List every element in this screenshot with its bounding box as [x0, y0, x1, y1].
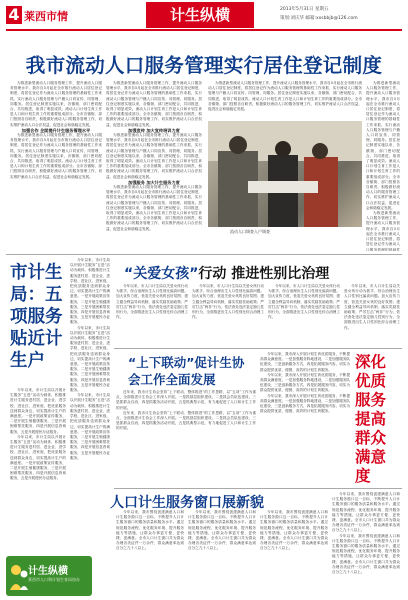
article2-quote-open: “ — [124, 266, 134, 282]
lead-body-1: 为推进新型流动人口服务管理工作，提升流动人口服务管理水平，我市自5月起在全市推行流动人口居住登记制度，将居住登记作为流动人口服务管理的基础性工作来抓，实行流动人口服务管理与户籍人口同宣传、同管理、同服务。居住登记制度实施以来，各镇街、部门密切配合，共同推进，取得了明显成效。流动人口计划生育工作是人口和计划生育工作的重要组成部分。全市各镇街、部门按照各自职责，积极做好流动人口的服务管理工作，切实维护流动人口合法权益，促进社会和谐稳定发展。 — [10, 81, 102, 127]
lead-body-1b: 为推进新型流动人口服务管理工作，提升流动人口服务管理水平，我市自5月起在全市推行流动人口居住登记制度，将居住登记作为流动人口服务管理的基础性工作来抓，实行流动人口服务管理与户籍人口同宣传、同管理、同服务。居住登记制度实施以来，各镇街、部门密切配合，共同推进，取得了明显成效。流动人口计划生育工作是人口和计划生育工作的重要组成部分。全市各镇街、部门按照各自职责，积极做好流动人口的服务管理工作，切实维护流动人口合法权益，促进社会和谐稳定发展。 — [10, 133, 102, 179]
left-column-body — [70, 258, 110, 550]
right-body-1: 今年以来，我市深入开展计划生育优质服务，不断提高群众满意度。一是加强服务阵地建设，二是加强服务队伍建设，三是创新服务方式，四是拓展服务内容，切实为群众提供优质、便捷、高效的计划生育服务。 — [260, 352, 350, 372]
lead-column-3 — [208, 81, 362, 119]
bottom-body-3: 今年以来，我市围绕创建满意人口和计生服务窗口这一目标，不断提升人口计生服务窗口的服务质量和服务水平。通过规范服务流程、优化服务环境、提升服务能力等措施，让群众办事更方便、更快捷、更满意。全市人口计生窗口共为群众办理各类证件一万余件，群众满意率达到百分之九十八以上。 — [260, 510, 328, 551]
article2-col-3 — [268, 284, 340, 346]
article3-body-1b: 近年来，我市计生协会坚持“上下联动、整体推进”的工作思路，以“五项”工作为重点，全面推进计生协会工作深入开展。一是抓基层组织建设，二是抓会员队伍建设，三是抓群众自治，四是抓服务活动开展，五是抓典型示范，有力地促进了人口和计生工作的开展。 — [116, 410, 256, 431]
logo-title: 计生纵横 — [28, 566, 68, 577]
left-body-4: 今年以来，市计生局以开展计生服务“五进”活动为载体，积极推进计生服务进村居、进企业、进学校、进社区、进家庭，把优质服务送到群众身边，切实提高计生户的满意度。一是开展政策宣传服务，二是开展生殖健康服务，三是开展困难帮扶服务，四是开展信息咨询服务，五是开展便民办证服务。 — [10, 388, 66, 434]
right-vertical-title: 深化优质服务提高群众满意度 — [355, 353, 387, 485]
article3-col-1 — [116, 390, 256, 486]
article2-col-2 — [192, 284, 264, 346]
article2-body-1: 今年以来，市人口计生局以关爱女孩行动为抓手，综合治理出生人口性别比偏高问题。加大宣传力度，营造关爱女孩的良好氛围；建立健全利益导向机制，落实奖励扶助政策；严厉打击“两非”行为，依法查处违法鉴定胎儿性别行为，全面推进出生人口性别比综合治理工作。 — [116, 284, 188, 320]
bottom-body-4: 今年以来，我市围绕创建满意人口和计生服务窗口这一目标，不断提升人口计生服务窗口的服务质量和服务水平。通过规范服务流程、优化服务环境、提升服务能力等措施，让群众办事更方便、更快捷、更满意。全市人口计生窗口共为群众办理各类证件一万余件，群众满意率达到百分之九十八以上。 — [332, 492, 400, 533]
left-column-body-lower — [10, 388, 66, 552]
bottom-body-4b: 今年以来，我市围绕创建满意人口和计生服务窗口这一目标，不断提升人口计生服务窗口的服务质量和服务水平。通过规范服务流程、优化服务环境、提升服务能力等措施，让群众办事更方便、更快捷、更满意。全市人口计生窗口共为群众办理各类证件一万余件，群众满意率达到百分之九十八以上。 — [332, 533, 400, 575]
left-body-3: 今年以来，市计生局以开展计生服务“五进”活动为载体，积极推进计生服务进村居、进企业、进学校、进社区、进家庭，把优质服务送到群众身边，切实提高计生户的满意度。一是开展政策宣传服务，二是开展生殖健康服务，三是开展困难帮扶服务，四是开展信息咨询服务，五是开展便民办证服务。 — [70, 393, 110, 460]
article2-col-1 — [116, 284, 188, 346]
article2-body-2: 今年以来，市人口计生局以关爱女孩行动为抓手，综合治理出生人口性别比偏高问题。加大宣传力度，营造关爱女孩的良好氛围；建立健全利益导向机制，落实奖励扶助政策；严厉打击“两非”行为，依法查处违法鉴定胎儿性别行为，全面推进出生人口性别比综合治理工作。 — [192, 284, 264, 320]
bottom-body-2: 今年以来，我市围绕创建满意人口和计生服务窗口这一目标，不断提升人口计生服务窗口的服务质量和服务水平。通过规范服务流程、优化服务环境、提升服务能力等措施，让群众办事更方便、更快捷、更满意。全市人口计生窗口共为群众办理各类证件一万余件，群众满意率达到百分之九十八以上。 — [188, 510, 256, 551]
bottom-col-4 — [332, 492, 400, 596]
bottom-col-3 — [260, 510, 328, 596]
editor-line: 策划:刘庆华 邮箱:xxsbbjb@126.com — [280, 16, 358, 21]
lead-body-4: 为推进新型流动人口服务管理工作，提升流动人口服务管理水平，我市自5月起在全市推行流动人口居住登记制度，将居住登记作为流动人口服务管理的基础性工作来抓，实行流动人口服务管理与户籍人口同宣传、同管理、同服务。居住登记制度实施以来，各镇街、部门密切配合，共同推进，取得了明显成效。流动人口计划生育工作是人口和计划生育工作的重要组成部分。全市各镇街、部门按照各自职责，积极做好流动人口的服务管理工作，切实维护流动人口合法权益，促进社会和谐稳定发展。 — [366, 81, 400, 210]
lead-subhead-1: 加强合作 全面提升计生服务管理水平 — [21, 127, 91, 133]
right-column-body — [260, 352, 350, 486]
left-body-1: 今年以来，市计生局以开展计生服务“五进”活动为载体，积极推进计生服务进村居、进企业、进学校、进社区、进家庭，把优质服务送到群众身边，切实提高计生户的满意度。一是开展政策宣传服务，二是开展生殖健康服务，三是开展困难帮扶服务，四是开展信息咨询服务，五是开展便民办证服务。 — [70, 258, 110, 325]
right-body-2: 今年以来，我市深入开展计划生育优质服务，不断提高群众满意度。一是加强服务阵地建设，二是加强服务队伍建设，三是创新服务方式，四是拓展服务内容，切实为群众提供优质、便捷、高效的计划生育服务。 — [260, 372, 350, 393]
lead-subhead-3: 加强服务 加大计生服务力度 — [128, 179, 180, 185]
bottom-headline: 人口计生服务窗口展新貌 — [110, 495, 264, 511]
left-body-2: 今年以来，市计生局以开展计生服务“五进”活动为载体，积极推进计生服务进村居、进企业、进学校、进社区、进家庭，把优质服务送到群众身边，切实提高计生户的满意度。一是开展政策宣传服务，二是开展生殖健康服务，三是开展困难帮扶服务，四是开展信息咨询服务，五是开展便民办证服务。 — [70, 325, 110, 393]
photo-caption: 流动人口调查入户调查 — [230, 229, 270, 234]
bottom-col-2 — [188, 510, 256, 596]
article2-headline-rest: 行动 推进性别比治理 — [198, 266, 330, 282]
bottom-body-1: 今年以来，我市围绕创建满意人口和计生服务窗口这一目标，不断提升人口计生服务窗口的服务质量和服务水平。通过规范服务流程、优化服务环境、提升服务能力等措施，让群众办事更方便、更快捷、更满意。全市人口计生窗口共为群众办理各类证件一万余件，群众满意率达到百分之九十八以上。 — [116, 510, 184, 551]
lead-body-2b: 为推进新型流动人口服务管理工作，提升流动人口服务管理水平，我市自5月起在全市推行流动人口居住登记制度，将居住登记作为流动人口服务管理的基础性工作来抓，实行流动人口服务管理与户籍人口同宣传、同管理、同服务。居住登记制度实施以来，各镇街、部门密切配合，共同推进，取得了明显成效。流动人口计划生育工作是人口和计划生育工作的重要组成部分。全市各镇街、部门按照各自职责，积极做好流动人口的服务管理工作，切实维护流动人口合法权益，促进社会和谐稳定发展。 — [106, 133, 202, 179]
article2-headline — [124, 263, 329, 283]
lead-photo — [208, 121, 362, 227]
lead-subhead-2: 加强宣传 加大宣传培训力度 — [128, 127, 180, 133]
left-body-5: 今年以来，市计生局以开展计生服务“五进”活动为载体，积极推进计生服务进村居、进企业、进学校、进社区、进家庭，把优质服务送到群众身边，切实提高计生户的满意度。一是开展政策宣传服务，二是开展生殖健康服务，三是开展困难帮扶服务，四是开展信息咨询服务，五是开展便民办证服务。 — [10, 434, 66, 481]
article2-col-4 — [344, 284, 400, 346]
article2-body-3: 今年以来，市人口计生局以关爱女孩行动为抓手，综合治理出生人口性别比偏高问题。加大宣传力度，营造关爱女孩的良好氛围；建立健全利益导向机制，落实奖励扶助政策；严厉打击“两非”行为，依法查处违法鉴定胎儿性别行为，全面推进出生人口性别比综合治理工作。 — [268, 284, 340, 320]
article2-headline-blue: 关爱女孩 — [133, 266, 190, 282]
date-line: 2013年5月31日 星期五 — [280, 7, 329, 12]
section-divider-3 — [114, 488, 402, 489]
header-rule — [6, 29, 402, 31]
article3-body-1: 近年来，我市计生协会坚持“上下联动、整体推进”的工作思路，以“五项”工作为重点，全面推进计生协会工作深入开展。一是抓基层组织建设，二是抓会员队伍建设，三是抓群众自治，四是抓服务活动开展，五是抓典型示范，有力地促进了人口和计生工作的开展。 — [116, 390, 256, 410]
logo-subtitle: 莱西市人口和计划生育局协办 — [28, 577, 80, 582]
article2-body-4: 今年以来，市人口计生局以关爱女孩行动为抓手，综合治理出生人口性别比偏高问题。加大宣传力度，营造关爱女孩的良好氛围；建立健全利益导向机制，落实奖励扶助政策；严厉打击“两非”行为，依法查处违法鉴定胎儿性别行为，全面推进出生人口性别比综合治理工作。 — [344, 284, 400, 330]
article3-headline: “上下联动”促计生协会工作全面发展 — [128, 355, 245, 387]
right-body-3: 今年以来，我市深入开展计划生育优质服务，不断提高群众满意度。一是加强服务阵地建设，二是加强服务队伍建设，三是创新服务方式，四是拓展服务内容，切实为群众提供优质、便捷、高效的计划生育服务。 — [260, 393, 350, 414]
lead-column-4 — [366, 81, 400, 251]
article2-quote-close: ” — [189, 266, 199, 282]
left-vertical-title: 市计生局：五项服务贴近计生户 — [10, 263, 63, 371]
page-number: 4 — [6, 6, 22, 24]
bottom-col-1 — [116, 510, 184, 596]
section-divider-1 — [6, 254, 402, 255]
column-title: 计生纵横 — [146, 2, 254, 28]
lead-body-4b: 为推进新型流动人口服务管理工作，提升流动人口服务管理水平，我市自5月起在全市推行流动人口居住登记制度，将居住登记作为流动人口服务管理的基础性 — [366, 211, 400, 251]
lead-column-1 — [10, 81, 102, 251]
lead-body-2c: 为推进新型流动人口服务管理工作，提升流动人口服务管理水平，我市自5月起在全市推行流动人口居住登记制度，将居住登记作为流动人口服务管理的基础性工作来抓，实行流动人口服务管理与户籍人口同宣传、同管理、同服务。居住登记制度实施以来，各镇街、部门密切配合，共同推进，取得了明显成效。流动人口计划生育工作是人口和计划生育工作的重要组成部分。全市各镇街、部门按照各自职责，积极做好流动人口的服务管理工作，切实维护流动人口合法权益，促进社会和谐稳定发展。 — [106, 185, 202, 231]
lead-body-2: 为推进新型流动人口服务管理工作，提升流动人口服务管理水平，我市自5月起在全市推行流动人口居住登记制度，将居住登记作为流动人口服务管理的基础性工作来抓，实行流动人口服务管理与户籍人口同宣传、同管理、同服务。居住登记制度实施以来，各镇街、部门密切配合，共同推进，取得了明显成效。流动人口计划生育工作是人口和计划生育工作的重要组成部分。全市各镇街、部门按照各自职责，积极做好流动人口的服务管理工作，切实维护流动人口合法权益，促进社会和谐稳定发展。 — [106, 81, 202, 127]
section-name: 莱西市情 — [24, 10, 68, 23]
lead-body-3: 为推进新型流动人口服务管理工作，提升流动人口服务管理水平，我市自5月起在全市推行流动人口居住登记制度，将居住登记作为流动人口服务管理的基础性工作来抓，实行流动人口服务管理与户籍人口同宣传、同管理、同服务。居住登记制度实施以来，各镇街、部门密切配合，共同推进，取得了明显成效。流动人口计划生育工作是人口和计划生育工作的重要组成部分。全市各镇街、部门按照各自职责，积极做好流动人口的服务管理工作，切实维护流动人口合法权益，促进社会和谐稳定发展。 — [208, 81, 362, 112]
section-divider-2 — [114, 348, 402, 349]
lead-headline: 我市流动人口服务管理实行居住登记制度 — [25, 54, 383, 77]
lead-column-2 — [106, 81, 202, 251]
